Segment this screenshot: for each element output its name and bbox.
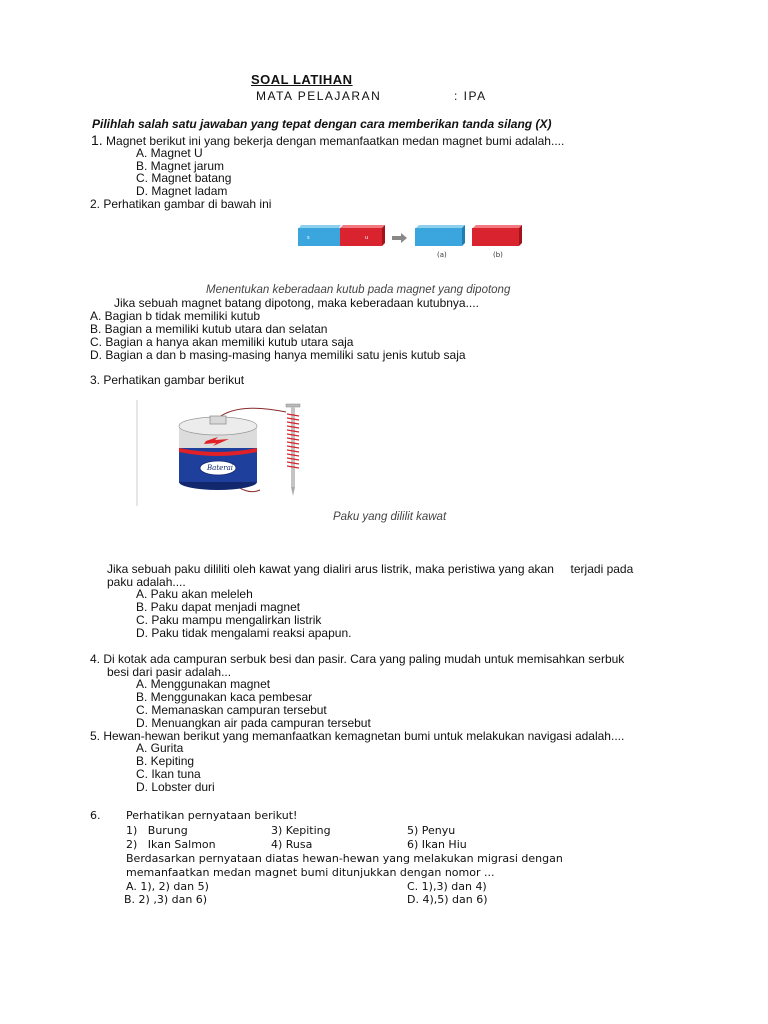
magnet-piece-b [472,228,519,246]
q6-item-6: 6) Ikan Hiu [407,838,467,851]
pole-label-s: s [307,235,310,241]
q2-figure-caption: Menentukan keberadaan kutub pada magnet yang dipotong [206,284,511,296]
q6-item-4: 4) Rusa [271,838,313,851]
wire [218,408,286,418]
q6-item-5: 5) Penyu [407,824,456,837]
battery-label: Baterai [207,464,234,472]
q3-figure-caption: Paku yang dililit kawat [333,511,447,523]
q5-option-a: A. Gurita [136,741,184,755]
label-b: (b) [493,251,503,259]
q5-option-b: B. Kepiting [136,754,195,768]
q1-option-b: B. Magnet jarum [136,159,225,173]
q1-option-d: D. Magnet ladam [136,184,228,198]
cut-magnet-figure [295,222,527,262]
question-1-text: Magnet berikut ini yang bekerja dengan memanfaatkan medan magnet bumi adalah.... [106,134,565,148]
q4-option-d: D. Menuangkan air pada campuran tersebut [136,716,371,730]
q4-option-c: C. Memanaskan campuran tersebut [136,703,327,717]
magnet-piece-a [415,228,462,246]
q1-option-a: A. Magnet U [136,146,203,160]
label-a: (a) [437,251,447,259]
q3-option-b: B. Paku dapat menjadi magnet [136,600,301,614]
question-6-stem-line1: Berdasarkan pernyataan diatas hewan-hewan yang melakukan migrasi dengan [126,852,563,865]
q6-item-3: 3) Kepiting [271,824,331,837]
question-4-line1: 4. Di kotak ada campuran serbuk besi dan pasir. Cara yang paling mudah untuk memisahkan serbuk [90,652,625,666]
q2-option-a: A. Bagian b tidak memiliki kutub [90,309,261,323]
question-2-stem: Jika sebuah magnet batang dipotong, maka keberadaan kutubnya.... [114,296,479,310]
question-5-text: 5. Hewan-hewan berikut yang memanfaatkan kemagnetan bumi untuk melakukan navigasi adalah.... [90,729,625,743]
q2-option-b: B. Bagian a memiliki kutub utara dan selatan [90,322,328,336]
q1-option-c: C. Magnet batang [136,171,232,185]
battery-nail-figure [136,398,312,508]
magnet-north-half [340,228,382,246]
question-6-text: Perhatikan pernyataan berikut! [126,809,298,822]
q5-option-d: D. Lobster duri [136,780,215,794]
question-3-stem-line1: Jika sebuah paku dililiti oleh kawat yang dialiri arus listrik, maka peristiwa yang akan terjadi pada [107,562,634,576]
subject-label: MATA PELAJARAN [256,89,382,103]
q6-item-1: 1) Burung [126,824,188,837]
q2-option-d: D. Bagian a dan b masing-masing hanya memiliki satu jenis kutub saja [90,348,466,362]
magnet-south-half [298,228,340,246]
q6-option-d: D. 4),5) dan 6) [407,893,488,906]
subject-value: : IPA [454,89,487,103]
q6-option-c: C. 1),3) dan 4) [407,880,487,893]
instruction-text: Pilihlah salah satu jawaban yang tepat dengan cara memberikan tanda silang (X) [92,117,552,131]
q4-option-b: B. Menggunakan kaca pembesar [136,690,313,704]
q3-option-d: D. Paku tidak mengalami reaksi apapun. [136,626,352,640]
q3-option-a: A. Paku akan meleleh [136,587,253,601]
question-6-stem-line2: memanfaatkan medan magnet bumi ditunjukkan dengan nomor ... [126,866,495,879]
question-3-stem-line2: paku adalah.... [107,575,186,589]
q5-option-c: C. Ikan tuna [136,767,201,781]
nail-head [286,404,300,407]
q2-option-c: C. Bagian a hanya akan memiliki kutub utara saja [90,335,354,349]
question-3-text: 3. Perhatikan gambar berikut [90,373,245,387]
pole-label-u: u [365,235,369,241]
battery-terminal [210,416,226,424]
q3-option-c: C. Paku mampu mengalirkan listrik [136,613,322,627]
question-2-text: 2. Perhatikan gambar di bawah ini [90,197,272,211]
arrow-right-icon [392,233,407,243]
question-4-line2: besi dari pasir adalah... [107,665,232,679]
document-title: SOAL LATIHAN [251,72,353,87]
q6-option-a: A. 1), 2) dan 5) [126,880,209,893]
q4-option-a: A. Menggunakan magnet [136,677,271,691]
question-6-number: 6. [90,809,101,822]
q6-option-b: B. 2) ,3) dan 6) [124,893,208,906]
q6-item-2: 2) Ikan Salmon [126,838,216,851]
question-1-number: 1. [91,132,103,148]
